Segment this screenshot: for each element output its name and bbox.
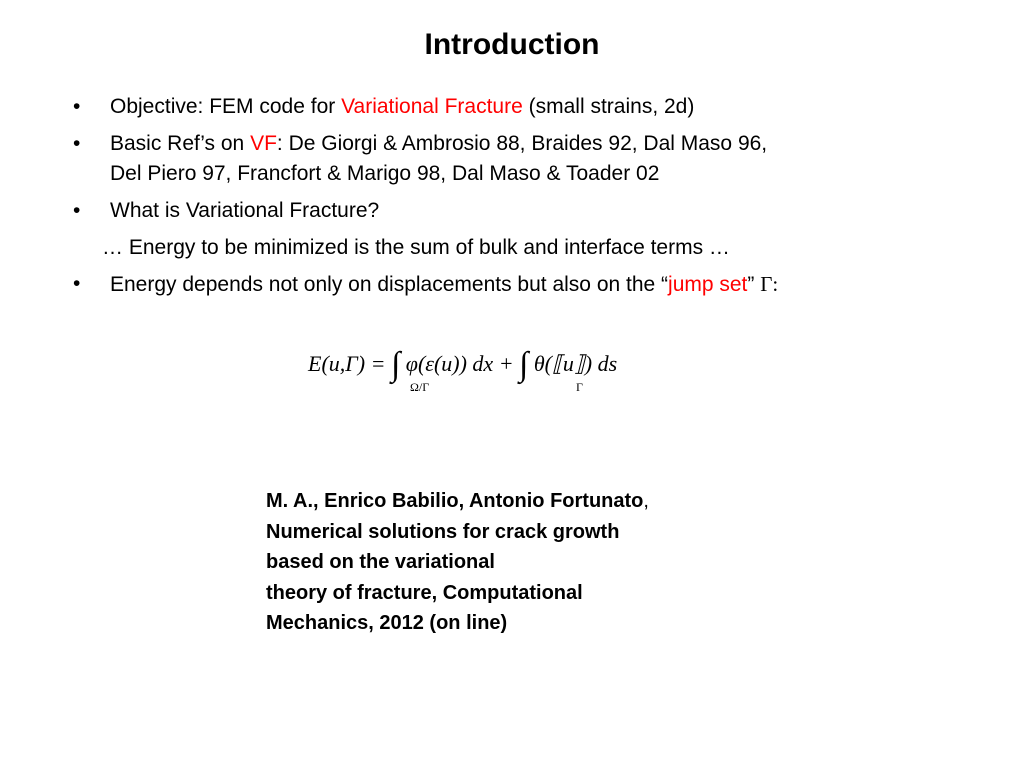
highlight-text: Variational Fracture xyxy=(341,95,523,118)
bullet-text-end: ” xyxy=(747,273,761,296)
bullet-text-end: (small strains, 2d) xyxy=(522,95,695,118)
reference-authors: M. A., Enrico Babilio, Antonio Fortunato xyxy=(266,490,644,512)
bullet-marker: • xyxy=(73,272,81,295)
formula-interface-term: θ(⟦u⟧) ds xyxy=(528,351,618,376)
bullet-text: Objective: FEM code for xyxy=(110,95,342,118)
integral-domain-bulk: Ω/Γ xyxy=(410,380,430,394)
bullet-marker: • xyxy=(73,132,81,155)
bullet-marker: • xyxy=(73,199,81,222)
bullet-text-end: : De Giorgi & Ambrosio 88, Braides 92, Dal Maso 96, xyxy=(276,132,768,155)
integral-domain-interface: Γ xyxy=(576,380,583,394)
gamma-symbol: Γ: xyxy=(760,272,779,296)
energy-formula xyxy=(308,336,698,396)
reference-citation xyxy=(266,486,766,639)
bullet-text-line2: Del Piero 97, Francfort & Marigo 98, Dal Maso & Toader 02 xyxy=(110,162,660,185)
bullet-text: Basic Ref’s on xyxy=(110,132,251,155)
reference-journal: Mechanics, 2012 (on line) xyxy=(266,612,508,634)
formula-bulk-term: φ(ε(u)) dx + xyxy=(400,351,520,376)
reference-title-line: based on the variational xyxy=(266,551,495,573)
integral-sign: ∫ xyxy=(519,346,529,383)
slide-title: Introduction xyxy=(424,28,600,61)
highlight-text: jump set xyxy=(668,273,748,296)
highlight-text: VF xyxy=(250,132,277,155)
reference-title-line: Numerical solutions for crack growth xyxy=(266,520,620,543)
reference-comma: , xyxy=(643,490,649,512)
reference-title-line: theory of fracture, Computational xyxy=(266,581,583,604)
formula-lhs: E(u,Γ) = xyxy=(308,351,391,376)
bullet-text: What is Variational Fracture? xyxy=(110,199,380,222)
bullet-marker: • xyxy=(73,95,81,118)
bullet-text: Energy depends not only on displacements but also on the “ xyxy=(110,273,669,296)
sub-statement: … Energy to be minimized is the sum of bulk and interface terms … xyxy=(102,236,730,259)
integral-sign: ∫ xyxy=(390,346,401,383)
